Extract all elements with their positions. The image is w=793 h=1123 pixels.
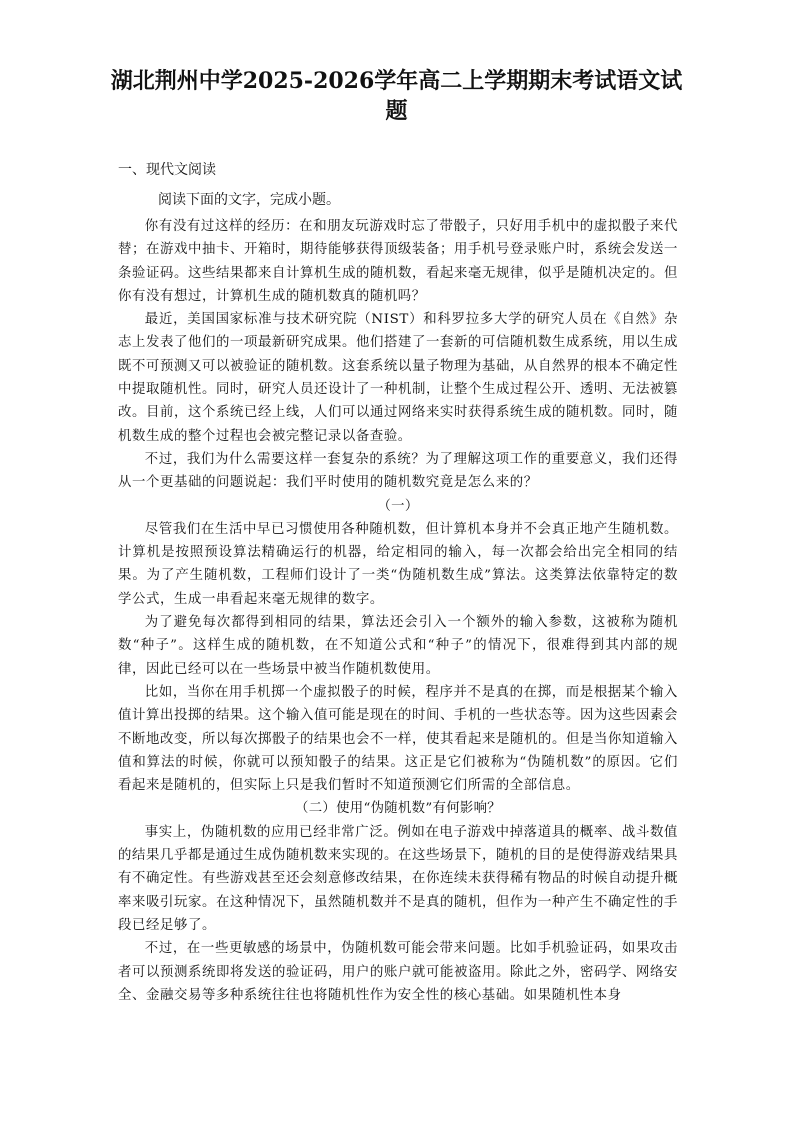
paragraph: 最近，美国国家标准与技术研究院（NIST）和科罗拉多大学的研究人员在《自然》杂志上发表了他们的一项最新研究成果。他们搭建了一套新的可信随机数生成系统，用以生成既不可预测又可以被验证的随机数。这套系统以量子物理为基础，从自然界的根本不确定性中提取随机性。同时，研究人员还设计了一种机制，让整个生成过程公开、透明、无法被篡改。目前，这个系统已经上线，人们可以通过网络来实时获得系统生成的随机数。同时，随机数生成的整个过程也会被完整记录以备查验。 bbox=[118, 312, 678, 444]
paragraph: 尽管我们在生活中早已习惯使用各种随机数，但计算机本身并不会真正地产生随机数。计算机是按照预设算法精确运行的机器，给定相同的输入，每一次都会给出完全相同的结果。为了产生随机数，工程师们设计了一类“伪随机数生成”算法。这类算法依靠特定的数学公式，生成一串看起来毫无规律的数字。 bbox=[118, 521, 678, 607]
document-title: 湖北荆州中学2025-2026学年高二上学期期末考试语文试题 bbox=[110, 68, 683, 124]
paragraph: 比如，当你在用手机掷一个虚拟骰子的时候，程序并不是真的在掷，而是根据某个输入值计算出投掷的结果。这个输入值可能是现在的时间、手机的一些状态等。因为这些因素会不断地改变，所以每次掷骰子的结果也会不一样，使其看起来是随机的。但是当你知道输入值和算法的时候，你就可以预知骰子的结果。这正是它们被称为“伪随机数”的原因。它们看起来是随机的，但实际上只是我们暂时不知道预测它们所需的全部信息。 bbox=[118, 684, 678, 794]
paragraph: 不过，我们为什么需要这样一套复杂的系统？为了理解这项工作的重要意义，我们还得从一个更基础的问题说起：我们平时使用的随机数究竟是怎么来的？ bbox=[118, 451, 678, 491]
paragraph: 不过，在一些更敏感的场景中，伪随机数可能会带来问题。比如手机验证码，如果攻击者可以预测系统即将发送的验证码，用户的账户就可能被盗用。除此之外，密码学、网络安全、金融交易等多种系统往往也将随机性作为安全性的核心基础。如果随机性本身 bbox=[118, 941, 678, 1003]
paragraph: 为了避免每次都得到相同的结果，算法还会引入一个额外的输入参数，这被称为随机数“种子”。这样生成的随机数，在不知道公式和“种子”的情况下，很难得到其内部的规律，因此已经可以在一些场景中被当作随机数使用。 bbox=[118, 615, 678, 677]
paragraph: 你有没有过这样的经历：在和朋友玩游戏时忘了带骰子，只好用手机中的虚拟骰子来代替；在游戏中抽卡、开箱时，期待能够获得顶级装备；用手机号登录账户时，系统会发送一条验证码。这些结果都来自计算机生成的随机数，看起来毫无规律，似乎是随机决定的。但你有没有想过，计算机生成的随机数真的随机吗？ bbox=[118, 219, 678, 304]
reading-passage bbox=[118, 215, 678, 1007]
subheading-part-1: （一） bbox=[377, 498, 419, 514]
section-heading: 一、现代文阅读 bbox=[118, 162, 216, 178]
reading-instruction: 阅读下面的文字，完成小题。 bbox=[158, 192, 340, 208]
paragraph: 事实上，伪随机数的应用已经非常广泛。例如在电子游戏中掉落道具的概率、战斗数值的结果几乎都是通过生成伪随机数来实现的。在这些场景下，随机的目的是使得游戏结果具有不确定性。有些游戏甚至还会刻意修改结果，在你连续未获得稀有物品的时候自动提升概率来吸引玩家。在这种情况下，虽然随机数并不是真的随机，但作为一种产生不确定性的手段已经足够了。 bbox=[118, 824, 678, 933]
subheading-part-2: （二）使用“伪随机数”有何影响？ bbox=[295, 801, 501, 817]
